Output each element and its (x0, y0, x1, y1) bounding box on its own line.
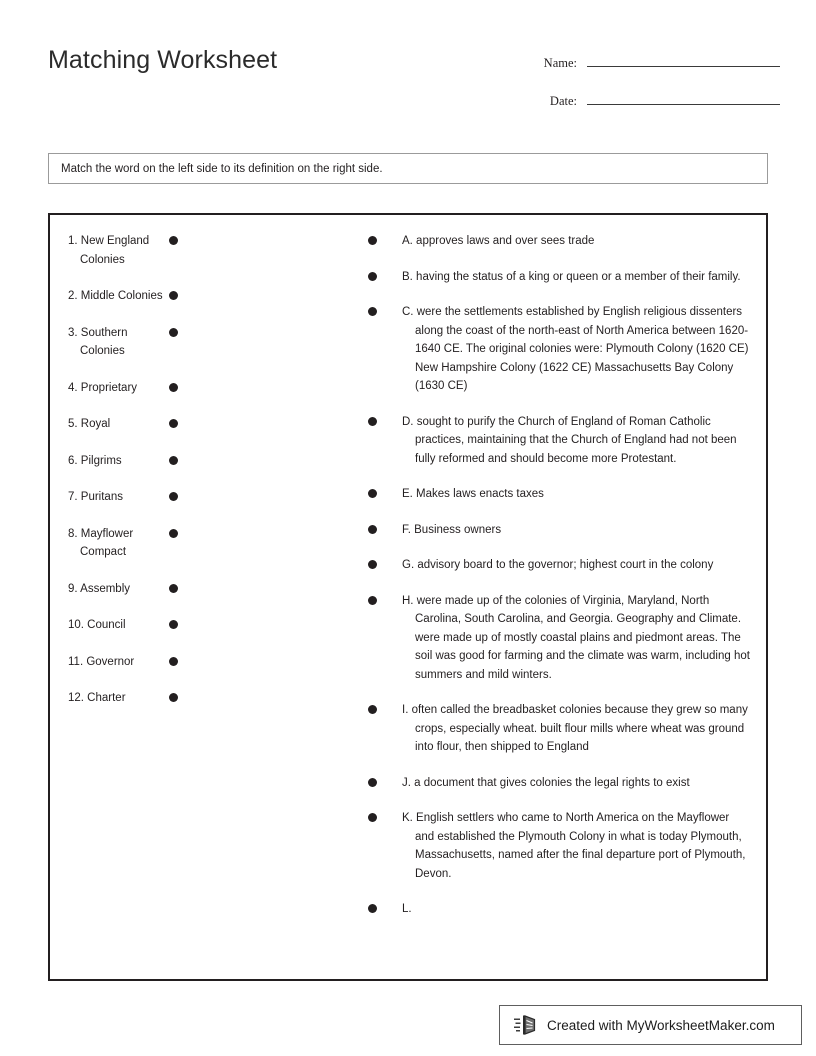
definition-text: I. often called the breadbasket colonies because they grew so many crops, especially wheat. built flour mills where wheat was ground into flour, then shipped to England (402, 704, 748, 753)
term-row (65, 379, 245, 398)
definition-row (368, 774, 753, 793)
term-match-dot[interactable] (169, 456, 178, 465)
definition-text: K. English settlers who came to North America on the Mayflower and established the Plymouth Colony in what is today Plymouth, Massachusetts, named after the final departure port of Plymouth, Devon. (402, 812, 746, 880)
definition-match-dot[interactable] (368, 489, 377, 498)
definition-row (368, 303, 753, 396)
term-row (65, 287, 245, 306)
term-label: 1. New England Colonies (68, 235, 150, 266)
worksheet-maker-logo-icon (514, 1014, 540, 1036)
definition-text: A. approves laws and over sees trade (402, 235, 595, 247)
term-match-dot[interactable] (169, 657, 178, 666)
definition-match-dot[interactable] (368, 307, 377, 316)
term-match-dot[interactable] (169, 492, 178, 501)
terms-column (65, 232, 245, 726)
definition-text: L. (402, 903, 412, 915)
term-label: 6. Pilgrims (68, 454, 122, 467)
date-field-row (535, 90, 780, 109)
term-match-dot[interactable] (169, 584, 178, 593)
definition-row (368, 521, 753, 540)
definition-text: E. Makes laws enacts taxes (402, 488, 544, 500)
name-input[interactable] (587, 52, 780, 67)
term-label: 8. Mayflower Compact (68, 527, 134, 558)
definition-match-dot[interactable] (368, 560, 377, 569)
term-row (65, 525, 245, 562)
definition-row (368, 232, 753, 251)
definition-match-dot[interactable] (368, 904, 377, 913)
footer-badge-text: Created with MyWorksheetMaker.com (547, 1017, 775, 1033)
instruction-box (48, 153, 768, 184)
page-header (0, 0, 816, 140)
term-match-dot[interactable] (169, 328, 178, 337)
definition-text: D. sought to purify the Church of England of Roman Catholic practices, maintaining that the Church of England had not been fully reformed and should become more Protestant. (402, 415, 737, 465)
term-label: 4. Proprietary (68, 381, 138, 394)
term-row (65, 415, 245, 434)
date-label: Date: (549, 94, 577, 108)
definition-match-dot[interactable] (368, 778, 377, 787)
footer-badge[interactable] (499, 1005, 802, 1045)
definition-match-dot[interactable] (368, 705, 377, 714)
definition-match-dot[interactable] (368, 813, 377, 822)
term-match-dot[interactable] (169, 693, 178, 702)
name-label: Name: (543, 56, 577, 70)
term-row (65, 452, 245, 471)
definition-match-dot[interactable] (368, 417, 377, 426)
definitions-column (368, 232, 753, 936)
definition-row (368, 592, 753, 685)
term-match-dot[interactable] (169, 620, 178, 629)
matching-panel (48, 213, 768, 981)
instruction-text: Match the word on the left side to its definition on the right side. (61, 162, 383, 175)
term-row (65, 653, 245, 672)
definition-match-dot[interactable] (368, 596, 377, 605)
date-input[interactable] (587, 90, 780, 105)
term-label: 5. Royal (68, 418, 111, 430)
definition-text: C. were the settlements established by English religious dissenters along the coast of the north-east of North America between 1620-1640 CE. The original colonies were: Plymouth Colony (1620 CE) New Hampshire Colony (1622 CE) Massachusetts Bay Colony (1630 CE) (402, 306, 749, 392)
term-match-dot[interactable] (169, 419, 178, 428)
term-label: 10. Council (68, 619, 126, 631)
definition-row (368, 268, 753, 287)
term-label: 7. Puritans (68, 491, 123, 503)
term-match-dot[interactable] (169, 291, 178, 300)
term-label: 9. Assembly (68, 582, 130, 595)
definition-row (368, 556, 753, 575)
term-label: 12. Charter (68, 692, 126, 704)
definition-row (368, 701, 753, 757)
definition-row (368, 900, 753, 919)
term-match-dot[interactable] (169, 383, 178, 392)
term-row (65, 689, 245, 708)
definition-match-dot[interactable] (368, 236, 377, 245)
definition-text: J. a document that gives colonies the legal rights to exist (402, 776, 690, 789)
term-match-dot[interactable] (169, 529, 178, 538)
term-label: 2. Middle Colonies (68, 290, 163, 302)
definition-row (368, 485, 753, 504)
definition-text: B. having the status of a king or queen or a member of their family. (402, 270, 741, 283)
term-row (65, 488, 245, 507)
definition-text: H. were made up of the colonies of Virginia, Maryland, North Carolina, South Carolina, and Georgia. Geography and Climate. were made up of mostly coastal plains and piedmont areas. The soil was good for farming and the climate was warm, including hot summers and mild winters. (402, 594, 750, 681)
definition-row (368, 809, 753, 883)
definition-text: F. Business owners (402, 523, 502, 536)
term-row (65, 232, 245, 269)
term-label: 11. Governor (68, 655, 135, 668)
definition-match-dot[interactable] (368, 525, 377, 534)
page-title: Matching Worksheet (48, 46, 278, 74)
definition-text: G. advisory board to the governor; highest court in the colony (402, 559, 714, 571)
term-row (65, 580, 245, 599)
definition-row (368, 413, 753, 469)
name-field-row (535, 52, 780, 71)
definition-match-dot[interactable] (368, 272, 377, 281)
term-row (65, 324, 245, 361)
term-match-dot[interactable] (169, 236, 178, 245)
term-label: 3. Southern Colonies (68, 326, 128, 357)
term-row (65, 616, 245, 635)
